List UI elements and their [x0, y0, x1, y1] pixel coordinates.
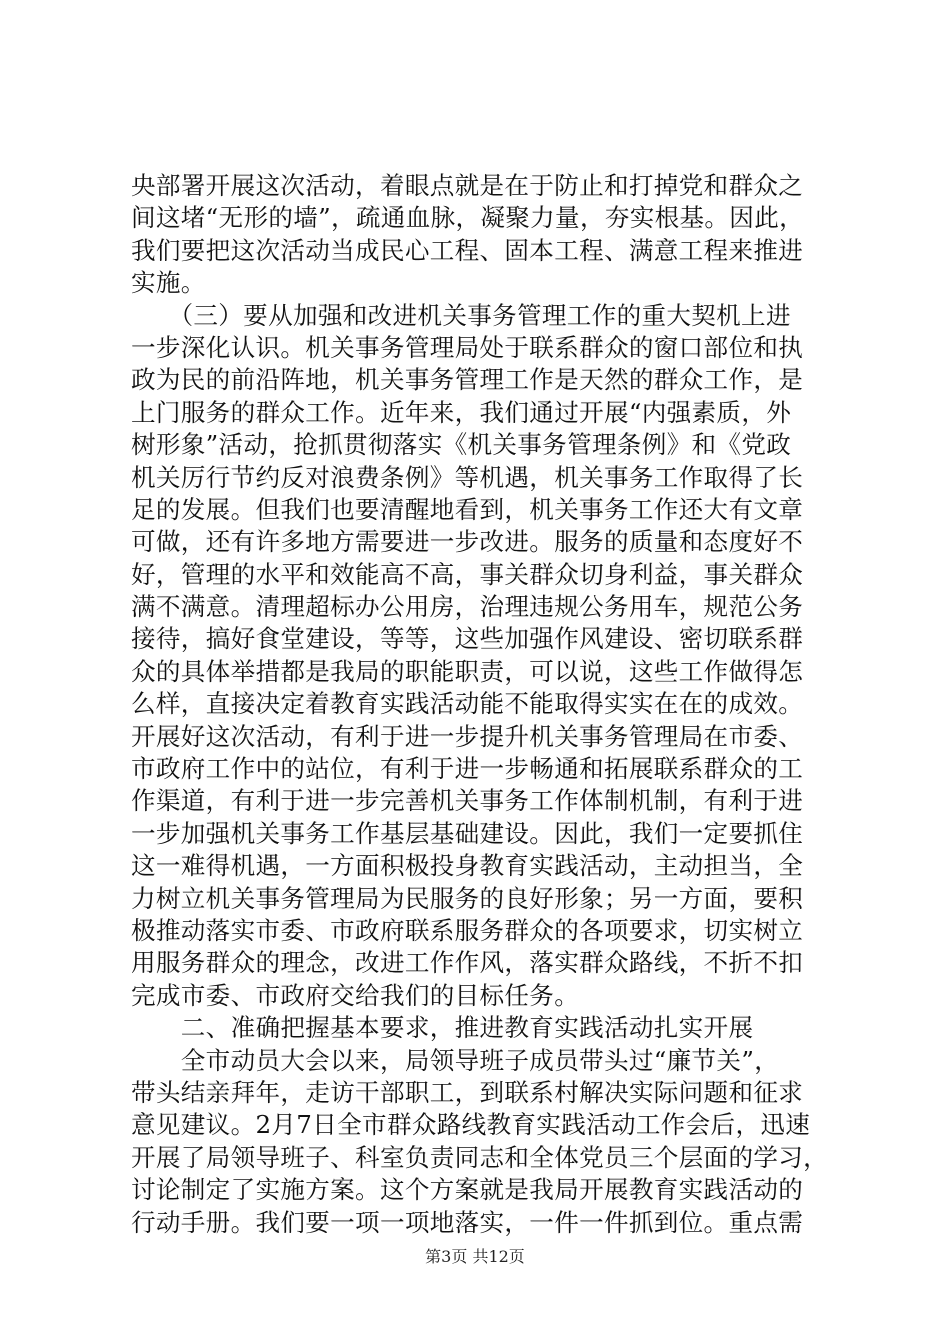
text-line: 央部署开展这次活动，着眼点就是在于防止和打掉党和群众之	[131, 171, 804, 200]
text-line: 政为民的前沿阵地，机关事务管理工作是天然的群众工作，是	[131, 365, 804, 395]
text-line: 上门服务的群众工作。近年来，我们通过开展“内强素质，外	[131, 397, 792, 427]
document-body	[131, 170, 833, 1239]
section-heading-line: 二、准确把握基本要求，推进教育实践活动扎实开展	[131, 1013, 754, 1043]
text-line: 市政府工作中的站位，有利于进一步畅通和拓展联系群众的工	[131, 754, 804, 784]
text-line: 作渠道，有利于进一步完善机关事务工作体制机制，有利于进	[131, 786, 804, 816]
text-line: 么样，直接决定着教育实践活动能不能取得实实在在的成效。	[131, 689, 804, 719]
text-line: 足的发展。但我们也要清醒地看到，机关事务工作还大有文章	[131, 494, 804, 524]
text-line: 带头结亲拜年，走访干部职工，到联系村解决实际问题和征求	[131, 1077, 804, 1107]
text-line: 机关厉行节约反对浪费条例》等机遇，机关事务工作取得了长	[131, 462, 804, 492]
text-line: 用服务群众的理念，改进工作作风，落实群众路线，不折不扣	[131, 948, 804, 978]
text-line: 讨论制定了实施方案。这个方案就是我局开展教育实践活动的	[131, 1175, 804, 1205]
text-line: 我们要把这次活动当成民心工程、固本工程、满意工程来推进	[131, 235, 804, 265]
text-line: 全市动员大会以来，局领导班子成员带头过“廉节关”，	[131, 1045, 780, 1075]
text-line: 极推动落实市委、市政府联系服务群众的各项要求，切实树立	[131, 915, 804, 945]
text-line: 意见建议。2月7日全市群众路线教育实践活动工作会后，迅速	[131, 1110, 811, 1140]
text-line: 一步加强机关事务工作基层基础建设。因此，我们一定要抓住	[131, 818, 804, 848]
text-line: 开展了局领导班子、科室负责同志和全体党员三个层面的学习，	[131, 1142, 829, 1172]
text-line: 可做，还有许多地方需要进一步改进。服务的质量和态度好不	[131, 527, 804, 557]
text-line: 力树立机关事务管理局为民服务的良好形象；另一方面，要积	[131, 883, 804, 913]
text-line: 一步深化认识。机关事务管理局处于联系群众的窗口部位和执	[131, 332, 804, 362]
text-line: 间这堵“无形的墙”，疏通血脉，凝聚力量，夯实根基。因此，	[131, 203, 804, 233]
text-line: 行动手册。我们要一项一项地落实，一件一件抓到位。重点需	[131, 1207, 804, 1237]
text-line: 众的具体举措都是我局的职能职责，可以说，这些工作做得怎	[131, 656, 804, 686]
text-line: 树形象”活动，抢抓贯彻落实《机关事务管理条例》和《党政	[131, 430, 792, 460]
text-line: 接待，搞好食堂建设，等等，这些加强作风建设、密切联系群	[131, 624, 804, 654]
section-heading-line: （三）要从加强和改进机关事务管理工作的重大契机上进	[131, 300, 791, 330]
page-footer	[0, 1244, 950, 1267]
text-line: 开展好这次活动，有利于进一步提升机关事务管理局在市委、	[131, 721, 804, 751]
text-line: 实施。	[131, 268, 206, 298]
page-number-label: 第3页 共12页	[425, 1247, 525, 1266]
text-line: 好，管理的水平和效能高不高，事关群众切身利益，事关群众	[131, 559, 804, 589]
text-line: 完成市委、市政府交给我们的目标任务。	[131, 980, 580, 1010]
text-line: 这一难得机遇，一方面积极投身教育实践活动，主动担当，全	[131, 851, 804, 881]
text-line: 满不满意。清理超标办公用房，治理违规公务用车，规范公务	[131, 592, 804, 622]
